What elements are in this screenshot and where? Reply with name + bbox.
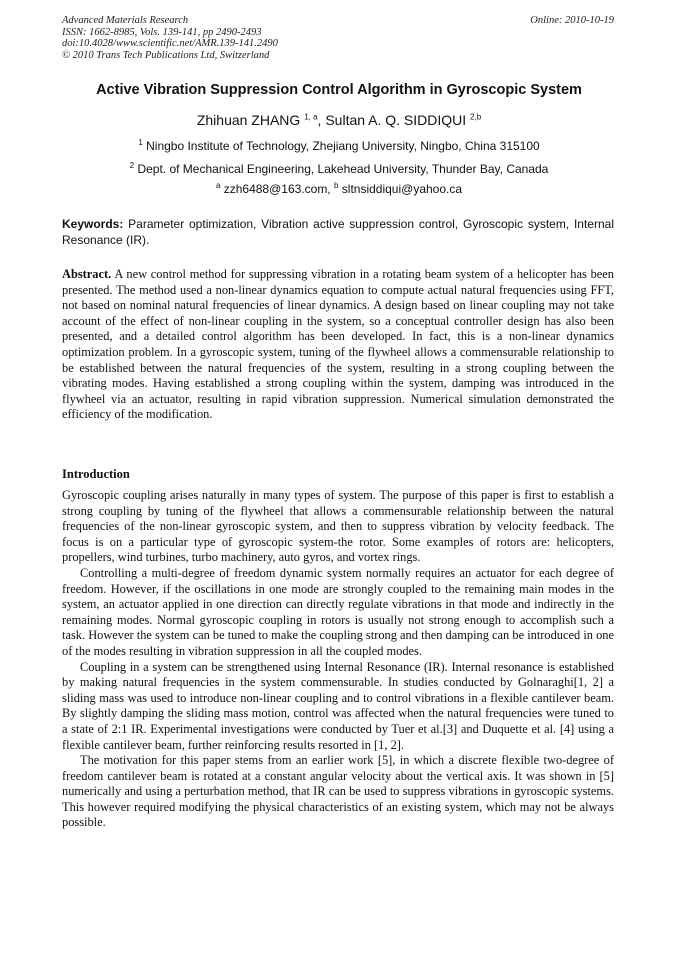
author-name: Zhihuan ZHANG (196, 112, 301, 128)
abstract-label: Abstract. (62, 267, 112, 281)
email-marker: a (215, 181, 221, 190)
author-line (0, 112, 678, 128)
affiliation-1 (0, 139, 678, 153)
issn-line: ISSN: 1662-8985, Vols. 139-141, pp 2490-2493 (62, 26, 262, 38)
email-marker: b (333, 181, 339, 190)
paragraph: The motivation for this paper stems from an earlier work [5], in which a discrete flexible two-degree of freedom cantilever beam is rotated at a constant angular velocity about the vertical axis. It was shown in [5] numerically and using a perturbation method, that IR can be used to suppress vibrations in gyroscopic systems. This however required modifying the physical characteristics of an existing system, which may not be always possible. (62, 753, 614, 830)
keywords-label: Keywords: (62, 217, 124, 231)
email-address: sltnsiddiqui@yahoo.ca (341, 182, 463, 196)
copyright-line: © 2010 Trans Tech Publications Ltd, Switzerland (62, 49, 270, 61)
author-name: Sultan A. Q. SIDDIQUI (325, 112, 467, 128)
keywords-block (62, 216, 614, 248)
email-address: zzh6488@163.com, (223, 182, 334, 196)
affiliation-marker: 2 (129, 161, 135, 170)
affiliation-text: Dept. of Mechanical Engineering, Lakehead University, Thunder Bay, Canada (137, 162, 549, 176)
keywords-text: Parameter optimization, Vibration active suppression control, Gyroscopic system, Internal Resonance (IR). (62, 217, 614, 247)
affiliation-marker: 1 (138, 138, 143, 147)
paper-title: Active Vibration Suppression Control Algorithm in Gyroscopic System (96, 82, 582, 98)
abstract-text: A new control method for suppressing vibration in a rotating beam system of a helicopter has been presented. The method used a non-linear dynamics equation to compute actual natural frequencies using FFT, not based on nominal natural frequencies of linear dynamics. A design based on linear coupling may not take account of the effect of non-linear coupling in the system, so a conceptual controller design has also been presented, and a detailed control algorithm has been developed. In fact, this is a non-linear dynamics optimization problem. In a gyroscopic system, tuning of the flywheel allows a commensurable relationship to be established between the natural frequencies of the system, resulting in a strong coupling between the vibrating modes. Having established a strong coupling within the system, damping was introduced in the flywheel via an actuator, resulting in rapid vibration suppression. Numerical simulation demonstrated the efficiency of the modification. (62, 267, 614, 422)
paragraph: Coupling in a system can be strengthened using Internal Resonance (IR). Internal resonance is established by making natural frequencies in the system commensurable. In studies conducted by Golnaraghi[1, 2] a sliding mass was used to introduce non-linear coupling and to control vibrations in a flexible cantilever beam. By slightly damping the sliding mass motion, control was affected when the natural frequencies were tuned to a state of 2:1 IR. Experimental investigations were conducted by Tuer et al.[3] and Duquette et al. [4] using a flexible cantilever beam, further reinforcing results resorted in [1, 2]. (62, 659, 614, 752)
paragraph: Controlling a multi-degree of freedom dynamic system normally requires an actuator for each degree of freedom. However, if the oscillations in one mode are strongly coupled to the remaining main modes in the system, an actuator applied in one direction can directly regulate vibrations in that mode and indirectly in the remaining modes. Normal gyroscopic coupling in rotors is usually not strong enough to accomplish such a task. However the system can be tuned to make the coupling strong and then damping can be introduced in one of the modes resulting in vibration suppression in all the coupled modes. (62, 565, 614, 658)
email-line (0, 182, 678, 196)
abstract-block (62, 267, 614, 423)
online-date: Online: 2010-10-19 (530, 15, 614, 26)
introduction-body (62, 488, 614, 831)
section-heading: Introduction (62, 467, 130, 481)
affiliation-2 (0, 162, 678, 176)
journal-header (62, 15, 278, 61)
affiliation-text: Ningbo Institute of Technology, Zhejiang University, Ningbo, China 315100 (146, 139, 540, 153)
paragraph: Gyroscopic coupling arises naturally in many types of system. The purpose of this paper is first to establish a strong coupling by tuning of the flywheel that allows a commensurable relationship between the natural frequencies of the non-linear gyroscopic system, and then to suppress vibration by velocity feedback. The focus is on a particular type of gyroscopic system-the rotor. Some examples of rotors are: helicopters, propellers, wind turbines, turbo machinery, auto gyros, and vortex rings. (62, 488, 614, 565)
author-affiliation-marker: 2,b (470, 112, 482, 122)
doi-line: doi:10.4028/www.scientific.net/AMR.139-141.2490 (62, 38, 278, 49)
author-separator: , (317, 112, 326, 128)
journal-name: Advanced Materials Research (62, 15, 189, 26)
author-affiliation-marker: 1, a (304, 112, 318, 122)
